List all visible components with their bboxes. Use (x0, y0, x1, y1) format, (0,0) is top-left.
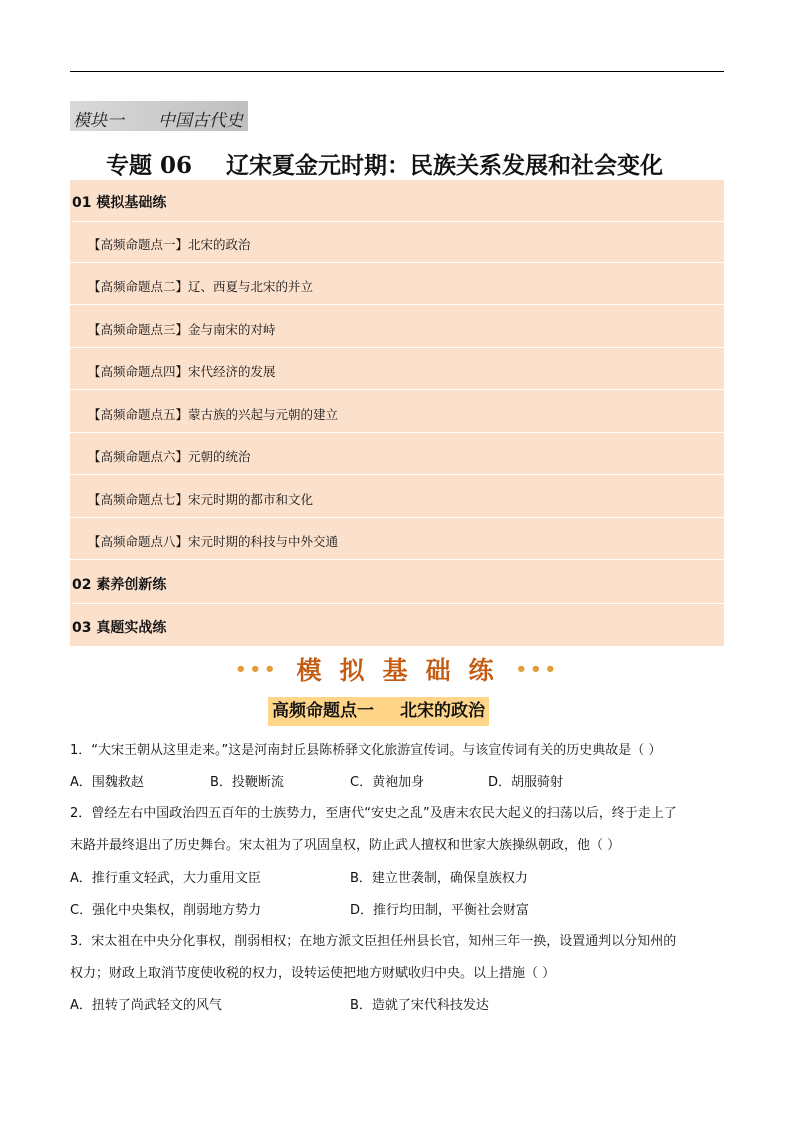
module-name: 中国古代史 (158, 111, 243, 131)
question-2-stem-line1: 2．曾经左右中国政治四五百年的士族势力，至唐代“安史之乱”及唐末农民大起义的扫荡以后，终于走上了 (70, 806, 677, 821)
toc-section-1[interactable]: 01 模拟基础练 (72, 192, 726, 212)
section-banner (0, 651, 794, 687)
question-1-option-c[interactable]: C．黄袍加身 (350, 775, 425, 790)
question-2-option-a[interactable]: A．推行重文轻武，大力重用文臣 (70, 871, 261, 886)
toc-section-3[interactable]: 03 真题实战练 (72, 620, 167, 636)
subsection-heading (268, 697, 489, 726)
module-label: 模块一 (73, 111, 124, 131)
question-2-option-d[interactable]: D．推行均田制，平衡社会财富 (350, 903, 530, 918)
subsection-topic: 北宋的政治 (400, 701, 485, 721)
page-title (106, 147, 663, 180)
topic-name: 辽宋夏金元时期：民族关系发展和社会变化 (226, 152, 663, 179)
toc-section-2[interactable]: 02 素养创新练 (72, 574, 726, 594)
question-3-stem-line1: 3．宋太祖在中央分化事权，削弱相权；在地方派文臣担任州县长官，知州三年一换，设置通判以分知州的 (70, 934, 677, 949)
question-3-option-a[interactable]: A．扭转了尚武轻文的风气 (70, 998, 222, 1013)
toc-item[interactable]: 【高频命题点八】宋元时期的科技与中外交通 (88, 532, 742, 550)
toc-item[interactable]: 【高频命题点五】蒙古族的兴起与元朝的建立 (88, 405, 742, 423)
question-3-stem-line2: 权力；财政上取消节度使收税的权力，设转运使把地方财赋收归中央。以上措施（ ） (70, 966, 556, 981)
module-tag (70, 101, 248, 131)
toc-item[interactable]: 【高频命题点一】北宋的政治 (88, 235, 742, 253)
question-1-option-b[interactable]: B．投鞭断流 (210, 775, 284, 790)
header-rule (70, 71, 724, 72)
question-2-option-c[interactable]: C．强化中央集权，削弱地方势力 (70, 903, 262, 918)
toc-item[interactable]: 【高频命题点四】宋代经济的发展 (88, 362, 742, 380)
question-1-stem: 1．“大宋王朝从这里走来。”这是河南封丘县陈桥驿文化旅游宣传词。与该宣传词有关的历史典故是（ ） (70, 743, 662, 758)
toc-item[interactable]: 【高频命题点六】元朝的统治 (88, 447, 742, 465)
banner-dots-right: ••• (515, 659, 560, 680)
banner-text: 模拟基础练 (296, 656, 512, 685)
toc-item[interactable]: 【高频命题点七】宋元时期的都市和文化 (88, 490, 742, 508)
question-2-stem-line2: 末路并最终退出了历史舞台。宋太祖为了巩固皇权，防止武人擅权和世家大族操纵朝政，他（ ） (70, 838, 621, 853)
question-1-option-d[interactable]: D．胡服骑射 (488, 775, 564, 790)
toc-item[interactable]: 【高频命题点三】金与南宋的对峙 (88, 320, 742, 338)
question-1-option-a[interactable]: A．围魏救赵 (70, 775, 144, 790)
toc-item[interactable]: 【高频命题点二】辽、西夏与北宋的并立 (88, 277, 742, 295)
topic-number: 专题 06 (106, 152, 193, 179)
subsection-label: 高频命题点一 (272, 701, 374, 721)
question-2-option-b[interactable]: B．建立世袭制，确保皇族权力 (350, 871, 528, 886)
table-of-contents (70, 180, 724, 646)
banner-dots-left: ••• (234, 659, 279, 680)
question-3-option-b[interactable]: B．造就了宋代科技发达 (350, 998, 489, 1013)
